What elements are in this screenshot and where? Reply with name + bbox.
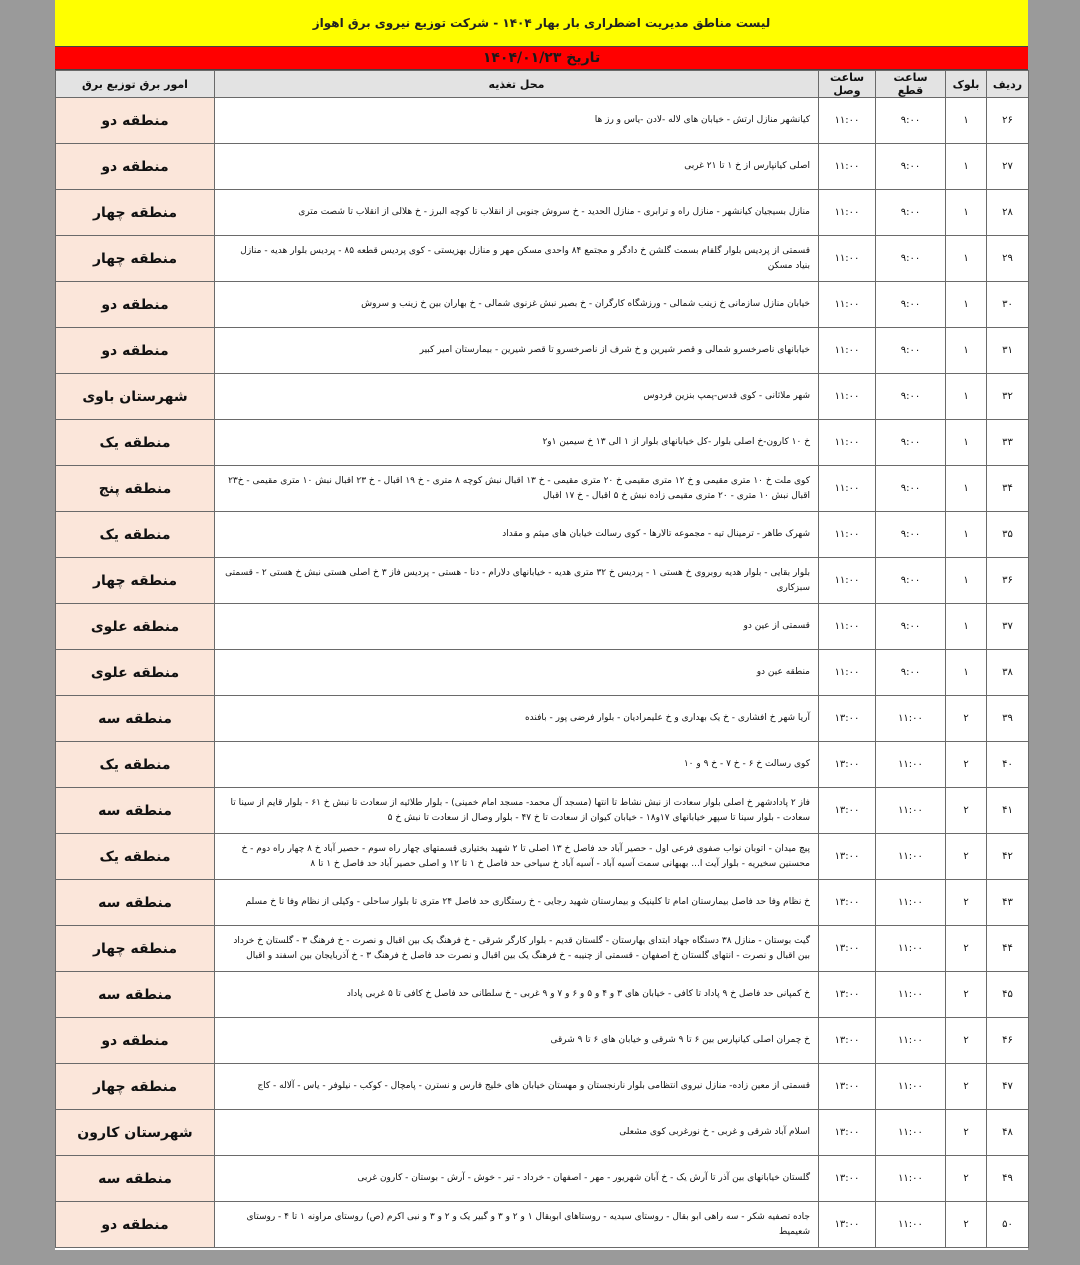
connect-time-cell: ۱۱:۰۰ [819, 236, 876, 282]
area-cell: منطقه چهار [56, 236, 215, 282]
row-number-cell: ۴۴ [987, 926, 1029, 972]
header-cut-time: ساعت قطع [876, 71, 946, 98]
location-cell: خ نظام وفا حد فاصل بیمارستان امام تا کلینیک و بیمارستان شهید رجایی - خ رستگاری حد فاصل ۲۴ متری تا بلوار ساحلی - وکیلی از نظام وفا تا خ مسلم [215, 880, 819, 926]
connect-time-cell: ۱۳:۰۰ [819, 1018, 876, 1064]
cut-time-cell: ۱۱:۰۰ [876, 1156, 946, 1202]
row-number-cell: ۳۰ [987, 282, 1029, 328]
block-cell: ۱ [946, 98, 987, 144]
connect-time-cell: ۱۳:۰۰ [819, 788, 876, 834]
row-number-cell: ۳۳ [987, 420, 1029, 466]
row-number-cell: ۳۴ [987, 466, 1029, 512]
block-cell: ۱ [946, 650, 987, 696]
cut-time-cell: ۱۱:۰۰ [876, 1202, 946, 1248]
block-cell: ۱ [946, 282, 987, 328]
cut-time-cell: ۹:۰۰ [876, 144, 946, 190]
table-header-row [56, 71, 1029, 98]
location-cell: خ کمپانی حد فاصل خ ۹ پاداد تا کافی - خیابان های ۳ و ۴ و ۵ و ۶ و ۷ و ۹ غربی - خ سلطانی حد فاصل خ کافی تا ۵ غربی پاداد [215, 972, 819, 1018]
connect-time-cell: ۱۱:۰۰ [819, 558, 876, 604]
location-cell: خیابان منازل سازمانی خ زینب شمالی - ورزشگاه کارگران - خ بصیر نبش غزنوی شمالی - خ بهاران بین خ زینب و سروش [215, 282, 819, 328]
table-row [56, 1202, 1029, 1248]
area-cell: منطقه دو [56, 98, 215, 144]
cut-time-cell: ۹:۰۰ [876, 328, 946, 374]
area-cell: شهرستان کارون [56, 1110, 215, 1156]
area-cell: منطقه یک [56, 420, 215, 466]
block-cell: ۱ [946, 558, 987, 604]
table-row [56, 742, 1029, 788]
cut-time-cell: ۹:۰۰ [876, 236, 946, 282]
cut-time-cell: ۹:۰۰ [876, 558, 946, 604]
location-cell: جاده تصفیه شکر - سه راهی ابو بقال - روستای سیدیه - روستاهای ابوبقال ۱ و ۲ و ۳ و گبیر یک و ۲ و ۳ و نبی اکرم (ص) روستای مراونه ۱ تا ۴ - روستای شعیمیط [215, 1202, 819, 1248]
cut-time-cell: ۱۱:۰۰ [876, 926, 946, 972]
block-cell: ۲ [946, 1156, 987, 1202]
cut-time-cell: ۹:۰۰ [876, 190, 946, 236]
area-cell: منطقه یک [56, 512, 215, 558]
location-cell: خ ۱۰ کارون-خ اصلی بلوار -کل خیابانهای بلوار از ۱ الی ۱۳ خ سیمین ۱و۲ [215, 420, 819, 466]
table-row [56, 420, 1029, 466]
row-number-cell: ۲۷ [987, 144, 1029, 190]
cut-time-cell: ۱۱:۰۰ [876, 742, 946, 788]
row-number-cell: ۳۵ [987, 512, 1029, 558]
block-cell: ۲ [946, 788, 987, 834]
table-row [56, 558, 1029, 604]
row-number-cell: ۳۱ [987, 328, 1029, 374]
connect-time-cell: ۱۳:۰۰ [819, 1110, 876, 1156]
location-cell: فاز ۲ پادادشهر خ اصلی بلوار سعادت از نبش نشاط تا انتها (مسجد آل محمد- مسجد امام خمینی) - بلوار طلائیه از سعادت تا نبش خ ۶۱ - بلوار قایم از سینا تا سعادت - بلوار سینا تا سپهر خیابانهای ۱۷و۱۸ - خیابان کیوان از سعادت تا خ ۴۷ - بلوار وصال از سعادت تا نبش خ ۵ [215, 788, 819, 834]
cut-time-cell: ۹:۰۰ [876, 98, 946, 144]
row-number-cell: ۳۲ [987, 374, 1029, 420]
table-row [56, 1018, 1029, 1064]
table-row [56, 1156, 1029, 1202]
row-number-cell: ۴۲ [987, 834, 1029, 880]
cut-time-cell: ۹:۰۰ [876, 374, 946, 420]
location-cell: کیانشهر منازل ارتش - خیابان های لاله -لادن -یاس و رز ها [215, 98, 819, 144]
table-row [56, 144, 1029, 190]
block-cell: ۲ [946, 926, 987, 972]
row-number-cell: ۳۸ [987, 650, 1029, 696]
table-row [56, 880, 1029, 926]
area-cell: منطقه چهار [56, 1064, 215, 1110]
connect-time-cell: ۱۳:۰۰ [819, 926, 876, 972]
cut-time-cell: ۹:۰۰ [876, 512, 946, 558]
connect-time-cell: ۱۳:۰۰ [819, 696, 876, 742]
table-row [56, 1110, 1029, 1156]
row-number-cell: ۴۹ [987, 1156, 1029, 1202]
connect-time-cell: ۱۱:۰۰ [819, 604, 876, 650]
location-cell: شهرک طاهر - ترمینال تیه - مجموعه تالارها - کوی رسالت خیابان های میثم و مقداد [215, 512, 819, 558]
table-row [56, 328, 1029, 374]
block-cell: ۲ [946, 880, 987, 926]
table-row [56, 282, 1029, 328]
row-number-cell: ۴۵ [987, 972, 1029, 1018]
connect-time-cell: ۱۳:۰۰ [819, 742, 876, 788]
table-row [56, 788, 1029, 834]
area-cell: شهرستان باوی [56, 374, 215, 420]
area-cell: منطقه دو [56, 144, 215, 190]
row-number-cell: ۲۹ [987, 236, 1029, 282]
row-number-cell: ۳۶ [987, 558, 1029, 604]
location-cell: پیچ میدان - اتوبان نواب صفوی فرعی اول - حصیر آباد حد فاصل خ ۱۳ اصلی تا ۲ شهید بختیاری قسمتهای چهار راه سوم - حصیر آباد خ ۸ چهار راه دوم - خ محسنین سخیریه - بلوار آیت ا... بهبهانی سمت آسیه آباد - آسیه آباد خ سیاحی حد فاصل خ ۱ تا ۱۲ و اصلی حصیر آباد حد فاصل خ ۱ تا ۸ [215, 834, 819, 880]
location-cell: اسلام آباد شرقی و غربی - خ نورغربی کوی مشعلی [215, 1110, 819, 1156]
area-cell: منطقه علوی [56, 604, 215, 650]
location-cell: گلستان خیابانهای بین آذر تا آرش یک - خ آبان شهریور - مهر - اصفهان - خرداد - تیر - خوش - آرش - بوستان - کارون غربی [215, 1156, 819, 1202]
location-cell: بلوار بقایی - بلوار هدیه روبروی خ هستی ۱ - پردیس خ ۳۲ متری هدیه - خیابانهای دلارام - دنا - هستی - پردیس فاز ۳ خ اصلی هستی نبش خ هستی ۲ - قسمتی سبزکاری [215, 558, 819, 604]
location-cell: منطقه عین دو [215, 650, 819, 696]
area-cell: منطقه چهار [56, 558, 215, 604]
area-cell: منطقه دو [56, 1202, 215, 1248]
area-cell: منطقه علوی [56, 650, 215, 696]
cut-time-cell: ۹:۰۰ [876, 650, 946, 696]
block-cell: ۱ [946, 190, 987, 236]
date-banner: تاریخ ۱۴۰۴/۰۱/۲۳ [55, 46, 1028, 70]
connect-time-cell: ۱۱:۰۰ [819, 98, 876, 144]
location-cell: شهر ملاثانی - کوی قدس-پمپ بنزین فردوس [215, 374, 819, 420]
location-cell: خیابانهای ناصرخسرو شمالی و قصر شیرین و خ شرف از ناصرخسرو تا قصر شیرین - بیمارستان امیر کبیر [215, 328, 819, 374]
area-cell: منطقه سه [56, 788, 215, 834]
cut-time-cell: ۹:۰۰ [876, 466, 946, 512]
row-number-cell: ۴۳ [987, 880, 1029, 926]
block-cell: ۲ [946, 972, 987, 1018]
block-cell: ۲ [946, 742, 987, 788]
table-body [56, 98, 1029, 1248]
block-cell: ۲ [946, 696, 987, 742]
table-row [56, 374, 1029, 420]
connect-time-cell: ۱۱:۰۰ [819, 144, 876, 190]
connect-time-cell: ۱۱:۰۰ [819, 466, 876, 512]
table-row [56, 972, 1029, 1018]
location-cell: اصلی کیانپارس از خ ۱ تا ۲۱ غربی [215, 144, 819, 190]
block-cell: ۱ [946, 604, 987, 650]
block-cell: ۲ [946, 1064, 987, 1110]
table-row [56, 236, 1029, 282]
block-cell: ۲ [946, 1202, 987, 1248]
header-block: بلوک [946, 71, 987, 98]
table-row [56, 512, 1029, 558]
outage-schedule-table [55, 70, 1029, 1248]
area-cell: منطقه دو [56, 282, 215, 328]
location-cell: قسمتی از معین زاده- منازل نیروی انتظامی بلوار نارنجستان و مهستان خیابان های خلیج فارس و نسترن - پامچال - کوکب - نیلوفر - یاس - آلاله - کاج [215, 1064, 819, 1110]
connect-time-cell: ۱۳:۰۰ [819, 1064, 876, 1110]
block-cell: ۲ [946, 834, 987, 880]
connect-time-cell: ۱۱:۰۰ [819, 328, 876, 374]
row-number-cell: ۴۶ [987, 1018, 1029, 1064]
area-cell: منطقه چهار [56, 190, 215, 236]
cut-time-cell: ۹:۰۰ [876, 282, 946, 328]
connect-time-cell: ۱۳:۰۰ [819, 1156, 876, 1202]
location-cell: منازل بسیجیان کیانشهر - منازل راه و ترابری - منازل الحدید - خ سروش جنوبی از انقلاب تا کوچه البرز - خ هلالی از انقلاب تا شصت متری [215, 190, 819, 236]
location-cell: گیت بوستان - منازل ۳۸ دستگاه جهاد ابتدای بهارستان - گلستان قدیم - بلوار کارگر شرقی - خ فرهنگ یک بین اقبال و نصرت - خ فرهنگ ۳ - گلستان خ خرداد بین اقبال و نصرت - انتهای گلستان خ اصفهان - قسمتی از چنیبه - خ فرهنگ یک بین اقبال و نصرت حد فاصل خ فرهنگ ۳ - خ آذربایجان بین اسفند و اقبال [215, 926, 819, 972]
table-row [56, 650, 1029, 696]
cut-time-cell: ۹:۰۰ [876, 604, 946, 650]
area-cell: منطقه دو [56, 1018, 215, 1064]
area-cell: منطقه سه [56, 972, 215, 1018]
table-row [56, 190, 1029, 236]
block-cell: ۱ [946, 420, 987, 466]
area-cell: منطقه سه [56, 696, 215, 742]
header-location: محل تغذیه [215, 71, 819, 98]
row-number-cell: ۲۸ [987, 190, 1029, 236]
connect-time-cell: ۱۳:۰۰ [819, 880, 876, 926]
block-cell: ۱ [946, 328, 987, 374]
connect-time-cell: ۱۱:۰۰ [819, 420, 876, 466]
block-cell: ۱ [946, 236, 987, 282]
row-number-cell: ۲۶ [987, 98, 1029, 144]
cut-time-cell: ۱۱:۰۰ [876, 972, 946, 1018]
area-cell: منطقه چهار [56, 926, 215, 972]
area-cell: منطقه سه [56, 1156, 215, 1202]
cut-time-cell: ۱۱:۰۰ [876, 788, 946, 834]
row-number-cell: ۴۷ [987, 1064, 1029, 1110]
table-row [56, 696, 1029, 742]
table-row [56, 926, 1029, 972]
header-connect-time: ساعت وصل [819, 71, 876, 98]
location-cell: قسمتی از پردیس بلوار گلفام بسمت گلشن خ دادگر و مجتمع ۸۴ واحدی مسکن مهر و منازل بهزیستی - کوی پردیس قطعه ۸۵ - پردیس بلوار هدیه - منازل بنیاد مسکن [215, 236, 819, 282]
block-cell: ۲ [946, 1018, 987, 1064]
cut-time-cell: ۱۱:۰۰ [876, 1110, 946, 1156]
cut-time-cell: ۹:۰۰ [876, 420, 946, 466]
row-number-cell: ۵۰ [987, 1202, 1029, 1248]
connect-time-cell: ۱۱:۰۰ [819, 282, 876, 328]
cut-time-cell: ۱۱:۰۰ [876, 1064, 946, 1110]
table-row [56, 604, 1029, 650]
row-number-cell: ۳۷ [987, 604, 1029, 650]
location-cell: خ چمران اصلی کیانپارس بین ۶ تا ۹ شرقی و خیابان های ۶ تا ۹ شرقی [215, 1018, 819, 1064]
area-cell: منطقه دو [56, 328, 215, 374]
area-cell: منطقه یک [56, 834, 215, 880]
connect-time-cell: ۱۳:۰۰ [819, 834, 876, 880]
area-cell: منطقه یک [56, 742, 215, 788]
connect-time-cell: ۱۱:۰۰ [819, 190, 876, 236]
cut-time-cell: ۱۱:۰۰ [876, 696, 946, 742]
block-cell: ۲ [946, 1110, 987, 1156]
location-cell: آریا شهر خ افشاری - خ یک بهداری و خ علیمرادیان - بلوار فرضی پور - بافنده [215, 696, 819, 742]
row-number-cell: ۳۹ [987, 696, 1029, 742]
location-cell: قسمتی از عین دو [215, 604, 819, 650]
location-cell: کوی رسالت خ ۶ - خ ۷ - خ ۹ و ۱۰ [215, 742, 819, 788]
connect-time-cell: ۱۱:۰۰ [819, 650, 876, 696]
connect-time-cell: ۱۱:۰۰ [819, 512, 876, 558]
table-row [56, 98, 1029, 144]
block-cell: ۱ [946, 466, 987, 512]
block-cell: ۱ [946, 512, 987, 558]
area-cell: منطقه پنج [56, 466, 215, 512]
area-cell: منطقه سه [56, 880, 215, 926]
cut-time-cell: ۱۱:۰۰ [876, 834, 946, 880]
cut-time-cell: ۱۱:۰۰ [876, 1018, 946, 1064]
location-cell: کوی ملت خ ۱۰ متری مقیمی و خ ۱۲ متری مقیمی خ ۲۰ متری مقیمی - خ ۱۳ اقبال نبش کوچه ۸ متری - خ ۱۹ اقبال - خ ۲۳ اقبال نبش ۱۰ متری مقیمی - خ۲۳ اقبال نبش ۱۰ متری - ۲۰ متری مقیمی زاده نبش خ ۵ اقبال - خ ۱۷ اقبال [215, 466, 819, 512]
header-area: امور برق توزیع برق [56, 71, 215, 98]
connect-time-cell: ۱۳:۰۰ [819, 1202, 876, 1248]
block-cell: ۱ [946, 374, 987, 420]
row-number-cell: ۴۰ [987, 742, 1029, 788]
cut-time-cell: ۱۱:۰۰ [876, 880, 946, 926]
table-row [56, 466, 1029, 512]
connect-time-cell: ۱۱:۰۰ [819, 374, 876, 420]
table-row [56, 1064, 1029, 1110]
header-row-number: ردیف [987, 71, 1029, 98]
document-title: لیست مناطق مدیریت اضطراری بار بهار ۱۴۰۴ - شرکت توزیع نیروی برق اهواز [55, 0, 1028, 46]
connect-time-cell: ۱۳:۰۰ [819, 972, 876, 1018]
table-row [56, 834, 1029, 880]
row-number-cell: ۴۱ [987, 788, 1029, 834]
document-sheet [55, 0, 1028, 1250]
row-number-cell: ۴۸ [987, 1110, 1029, 1156]
block-cell: ۱ [946, 144, 987, 190]
